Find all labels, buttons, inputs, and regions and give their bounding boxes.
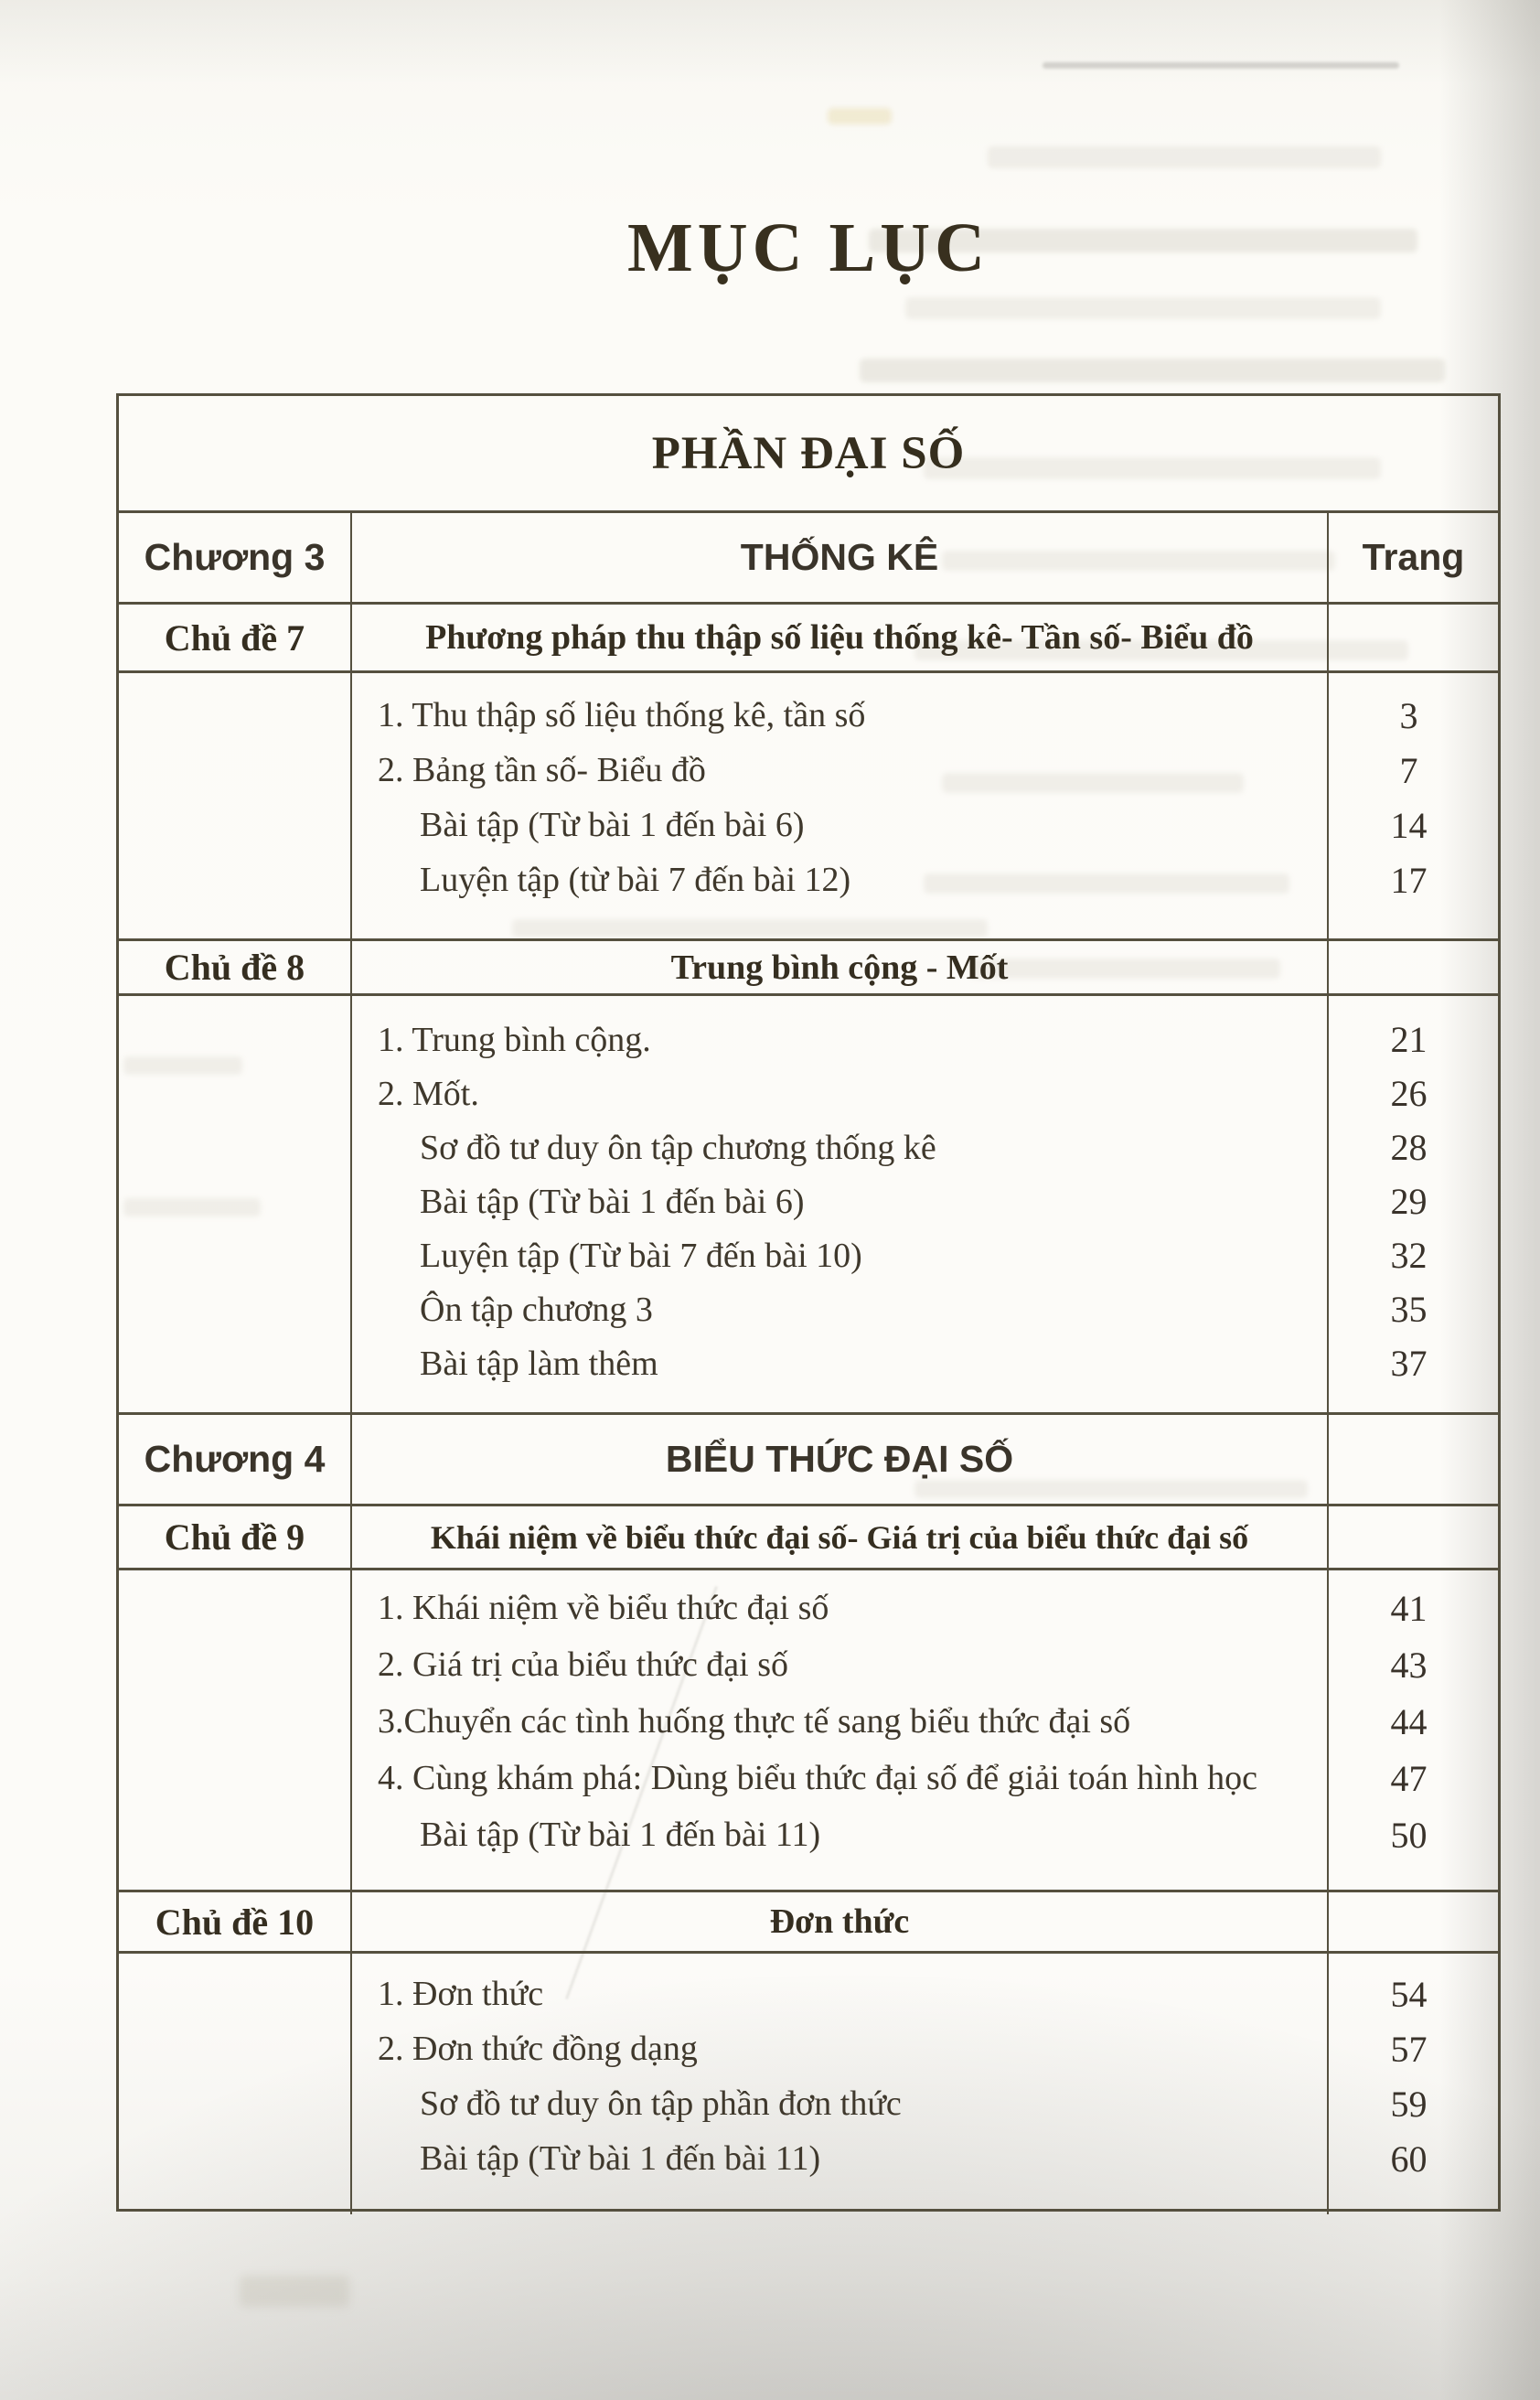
toc-entry-text: Luyện tập (Từ bài 7 đến bài 10): [420, 1236, 862, 1275]
chapter-4-page-cell: [1329, 1415, 1498, 1504]
toc-entry-text: Bài tập (Từ bài 1 đến bài 6): [420, 806, 805, 844]
toc-entry-text: 3.Chuyển các tình huống thực tế sang biểu thức đại số: [378, 1702, 1131, 1741]
toc-entry: [352, 1636, 1327, 1693]
topic-10-row: [119, 1890, 1498, 1951]
toc-entry: [352, 1806, 1327, 1863]
toc-entry-text: 1. Đơn thức: [378, 1975, 544, 2013]
toc-entry: [352, 743, 1327, 798]
page-number: 21: [1390, 1019, 1428, 1060]
page-number: 60: [1390, 2138, 1428, 2180]
topic-7-title: Phương pháp thu thập số liệu thống kê- Tần số- Biểu đồ: [425, 618, 1254, 657]
toc-table: [116, 393, 1501, 2212]
toc-entry: [352, 2021, 1327, 2076]
topic-7-items: [350, 673, 1329, 938]
toc-entry: [352, 1966, 1327, 2021]
toc-entry-text: Bài tập làm thêm: [420, 1344, 658, 1383]
empty-cell: [119, 673, 350, 938]
page-number: 37: [1390, 1343, 1428, 1384]
page-number: 50: [1390, 1814, 1428, 1856]
topic-10-title: Đơn thức: [769, 1902, 910, 1941]
toc-entry-text: 4. Cùng khám phá: Dùng biểu thức đại số để giải toán hình học: [378, 1759, 1257, 1797]
chapter-3-label: Chương 3: [144, 536, 326, 578]
topic-9-items: [350, 1570, 1329, 1890]
topic-8-pages: [1329, 996, 1498, 1412]
bleedthrough-smudge: [828, 108, 892, 124]
toc-entry: [352, 2076, 1327, 2131]
page-number: 28: [1390, 1127, 1428, 1168]
chapter-3-row: [119, 510, 1498, 602]
topic-9-items-row: [119, 1568, 1498, 1890]
chapter-4-row: [119, 1412, 1498, 1504]
scan-artifact: [1043, 62, 1399, 69]
empty-cell: [119, 1570, 350, 1890]
toc-entry: [352, 1750, 1327, 1806]
toc-entry-text: Sơ đồ tư duy ôn tập phần đơn thức: [420, 2084, 902, 2123]
toc-entry-text: 2. Đơn thức đồng dạng: [378, 2030, 698, 2068]
page-number: 35: [1390, 1289, 1428, 1330]
toc-entry: [352, 688, 1327, 743]
toc-entry: [352, 1012, 1327, 1066]
topic-8-title: Trung bình cộng - Mốt: [670, 948, 1009, 987]
topic-10-label: Chủ đề 10: [155, 1901, 315, 1943]
bleedthrough-smudge: [988, 146, 1381, 168]
page-column-header-cell: [1329, 513, 1498, 602]
chapter-3-label-cell: [119, 513, 350, 602]
topic-10-items-row: [119, 1951, 1498, 2214]
topic-9-page-cell: [1329, 1506, 1498, 1568]
topic-9-label: Chủ đề 9: [164, 1516, 305, 1558]
page-number: 44: [1390, 1700, 1428, 1742]
page-number: 29: [1390, 1181, 1428, 1222]
topic-7-items-row: [119, 670, 1498, 938]
chapter-4-label: Chương 4: [144, 1438, 326, 1480]
topic-10-pages: [1329, 1954, 1498, 2214]
toc-entry-text: Ôn tập chương 3: [420, 1290, 653, 1329]
toc-entry: [352, 1066, 1327, 1120]
topic-9-title: Khái niệm về biểu thức đại số- Giá trị của biểu thức đại số: [430, 1518, 1249, 1556]
page-number: 26: [1390, 1073, 1428, 1114]
bleedthrough-smudge: [905, 297, 1381, 319]
page-number: 3: [1399, 694, 1418, 736]
toc-entry-text: 2. Giá trị của biểu thức đại số: [378, 1645, 789, 1684]
topic-9-title-cell: [350, 1506, 1329, 1568]
page-title: MỤC LỤC: [627, 209, 989, 286]
toc-entry-text: 1. Thu thập số liệu thống kê, tần số: [378, 696, 866, 734]
toc-entry-text: 1. Khái niệm về biểu thức đại số: [378, 1589, 829, 1627]
toc-entry: [352, 1228, 1327, 1282]
page-number: 54: [1390, 1973, 1428, 2015]
topic-7-row: [119, 602, 1498, 670]
toc-entry-text: 2. Bảng tần số- Biểu đồ: [378, 751, 706, 789]
topic-7-label: Chủ đề 7: [164, 616, 305, 659]
section-title: PHẦN ĐẠI SỐ: [651, 427, 966, 479]
toc-entry: [352, 1174, 1327, 1228]
section-header-row: [119, 396, 1498, 510]
toc-entry-text: Bài tập (Từ bài 1 đến bài 11): [420, 2139, 821, 2178]
topic-9-row: [119, 1504, 1498, 1568]
page-number: 14: [1390, 804, 1428, 846]
toc-entry: [352, 1693, 1327, 1750]
topic-10-title-cell: [350, 1892, 1329, 1951]
toc-entry-text: 2. Mốt.: [378, 1074, 479, 1113]
page-number: 47: [1390, 1757, 1428, 1799]
topic-8-label: Chủ đề 8: [164, 947, 305, 988]
topic-7-title-cell: [350, 605, 1329, 670]
toc-entry-text: Luyện tập (từ bài 7 đến bài 12): [420, 861, 851, 899]
chapter-3-title: THỐNG KÊ: [740, 536, 939, 578]
topic-8-items-row: [119, 993, 1498, 1412]
topic-9-label-cell: [119, 1506, 350, 1568]
page-number: 57: [1390, 2028, 1428, 2070]
bleedthrough-smudge: [860, 359, 1445, 382]
toc-entry-text: Sơ đồ tư duy ôn tập chương thống kê: [420, 1128, 936, 1167]
topic-8-page-cell: [1329, 941, 1498, 993]
page-number: 17: [1390, 859, 1428, 901]
toc-entry: [352, 1120, 1327, 1174]
topic-10-page-cell: [1329, 1892, 1498, 1951]
footer-page-number-smudge: [240, 2276, 349, 2307]
page-number: 43: [1390, 1644, 1428, 1686]
empty-cell: [119, 1954, 350, 2214]
topic-7-label-cell: [119, 605, 350, 670]
page-number: 59: [1390, 2083, 1428, 2125]
topic-10-label-cell: [119, 1892, 350, 1951]
toc-entry: [352, 2131, 1327, 2186]
toc-entry-text: Bài tập (Từ bài 1 đến bài 11): [420, 1816, 821, 1854]
toc-entry: [352, 1282, 1327, 1336]
topic-8-row: [119, 938, 1498, 993]
empty-cell: [119, 996, 350, 1412]
topic-8-items: [350, 996, 1329, 1412]
chapter-4-label-cell: [119, 1415, 350, 1504]
page-column-header: Trang: [1362, 536, 1465, 578]
page-number: 32: [1390, 1235, 1428, 1276]
toc-entry-text: Bài tập (Từ bài 1 đến bài 6): [420, 1182, 805, 1221]
page-number: 7: [1399, 749, 1418, 791]
toc-entry: [352, 1580, 1327, 1636]
toc-entry-text: 1. Trung bình cộng.: [378, 1020, 651, 1059]
chapter-3-title-cell: [350, 513, 1329, 602]
topic-7-pages: [1329, 673, 1498, 938]
toc-entry: [352, 798, 1327, 852]
topic-8-label-cell: [119, 941, 350, 993]
chapter-4-title-cell: [350, 1415, 1329, 1504]
topic-8-title-cell: [350, 941, 1329, 993]
topic-9-pages: [1329, 1570, 1498, 1890]
topic-7-page-cell: [1329, 605, 1498, 670]
page-number: 41: [1390, 1587, 1428, 1629]
toc-entry: [352, 852, 1327, 907]
topic-10-items: [350, 1954, 1329, 2214]
chapter-4-title: BIỂU THỨC ĐẠI SỐ: [665, 1438, 1014, 1480]
toc-entry: [352, 1336, 1327, 1390]
